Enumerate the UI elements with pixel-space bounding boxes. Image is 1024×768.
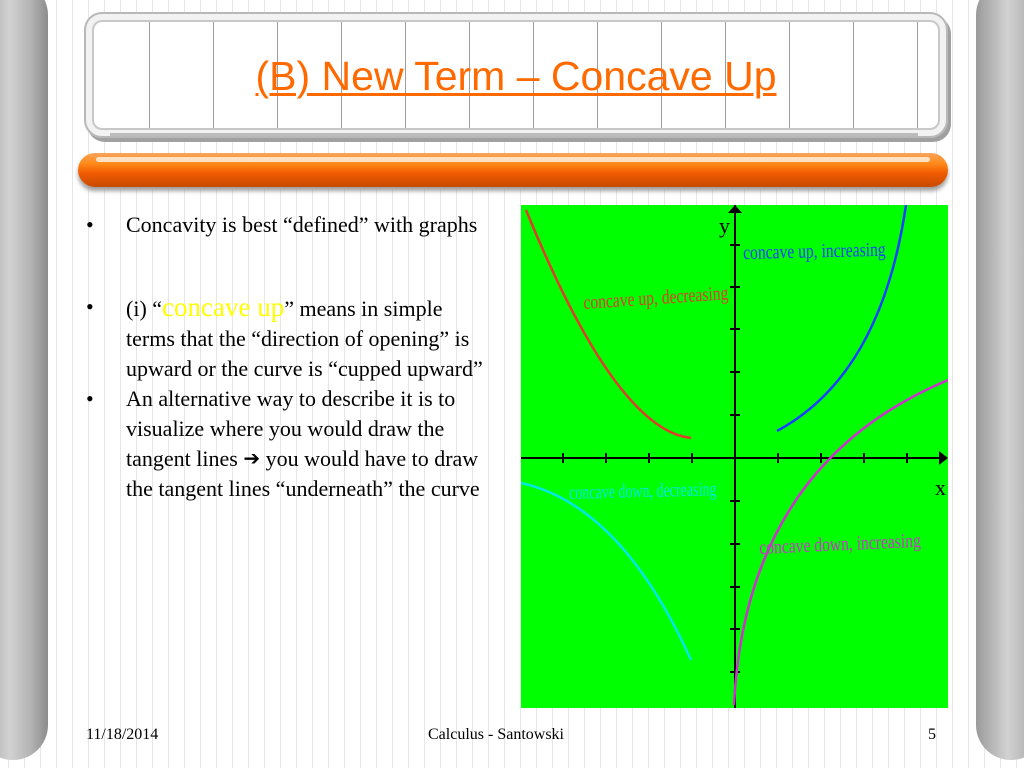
x-axis-arrow-icon <box>939 451 948 465</box>
footer-center-text: Calculus - Santowski <box>428 726 564 743</box>
concave-up-decreasing-label: concave up, decreasing <box>582 282 729 314</box>
concave-up-increasing-label: concave up, increasing <box>742 238 886 264</box>
bullet-item-2 <box>86 292 496 384</box>
orange-divider-bar <box>78 153 948 187</box>
bullet-marker: • <box>86 386 94 411</box>
concave-down-decreasing-curve <box>521 483 691 660</box>
footer-page-number: 5 <box>928 726 936 743</box>
bullet-item-3 <box>86 384 496 504</box>
bullet-marker: • <box>86 294 94 319</box>
bullet-text: Concavity is best “defined” with graphs <box>126 212 478 237</box>
title-underline-decoration <box>110 133 918 136</box>
footer-date: 11/18/2014 <box>86 726 159 743</box>
concavity-graph <box>521 205 948 708</box>
arrow-right-icon: ➔ <box>243 448 261 470</box>
bullet-text-prefix: (i) “ <box>126 296 163 321</box>
bullet-marker: • <box>86 212 94 237</box>
concave-down-decreasing-label: concave down, decreasing <box>568 478 717 504</box>
y-axis-arrow-icon <box>728 205 742 213</box>
y-axis-label: y <box>719 213 730 238</box>
bullet-list <box>86 210 496 504</box>
highlight-term: concave up <box>162 292 285 322</box>
graph-canvas <box>521 205 948 708</box>
bullet-text-before: An alternative way to describe it is to visualize where you would draw the tangent lines <box>126 386 456 471</box>
right-decorative-bar <box>976 0 1024 760</box>
concave-up-decreasing-curve <box>526 210 691 438</box>
bullet-text-suffix: ” means in simple terms that the “direction of opening” is upward or the curve is “cupped upward” <box>126 296 483 381</box>
x-axis-label: x <box>935 475 946 500</box>
bullet-item-1 <box>86 210 496 240</box>
slide-title: (B) New Term – Concave Up <box>255 53 777 99</box>
concave-down-increasing-label: concave down, increasing <box>758 529 922 559</box>
left-decorative-bar <box>0 0 48 760</box>
bullet-text-after: you would have to draw the tangent lines “underneath” the curve <box>126 446 480 501</box>
